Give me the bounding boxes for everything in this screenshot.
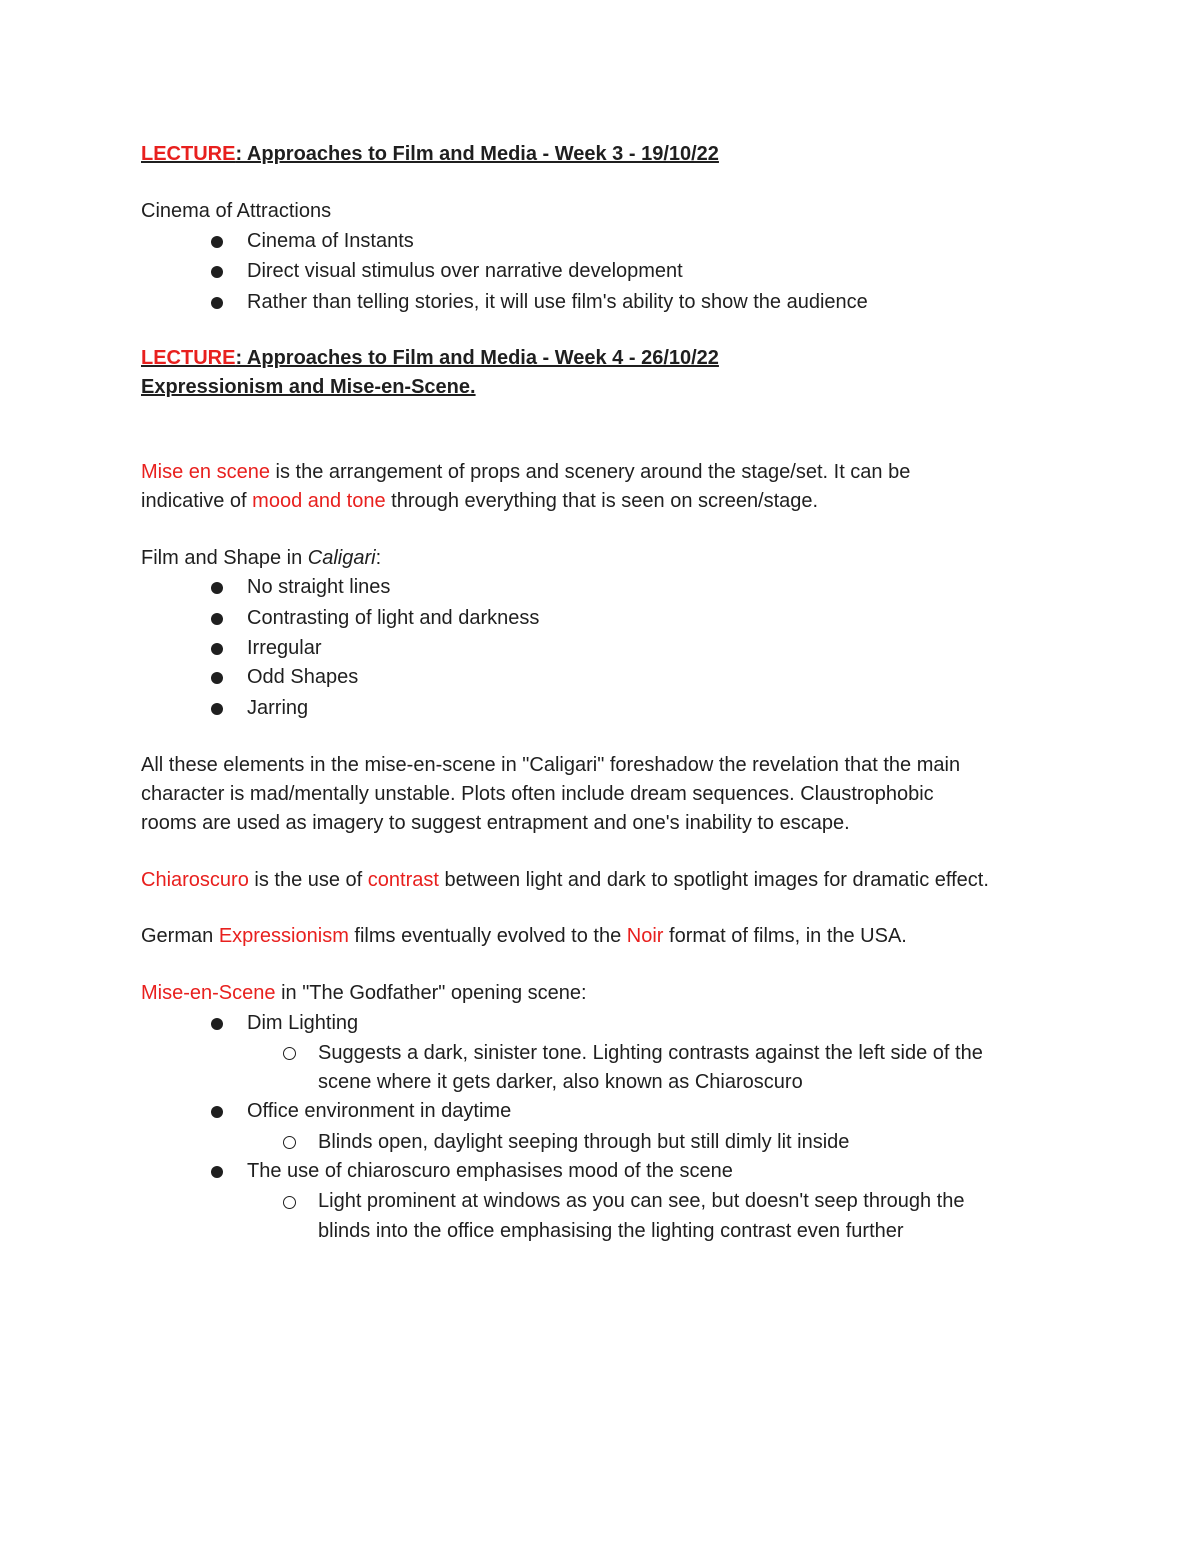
paragraph-text: between light and dark to spotlight images for dramatic effect. [438,869,989,891]
chiaroscuro-paragraph [141,868,989,892]
bullet-icon [211,1166,223,1178]
list-item: Jarring [247,697,309,719]
hollow-bullet-icon [283,1136,296,1149]
term-noir: Noir [626,925,664,947]
term-mise-en-scene-godfather: Mise-en-Scene [141,982,276,1004]
bullet-icon [211,613,223,625]
sub-list-item: Light prominent at windows as you can see, but doesn't seep through the [318,1190,965,1212]
godfather-heading [141,981,587,1005]
bullet-icon [211,643,223,655]
list-item: Cinema of Instants [247,230,414,252]
list-item: Irregular [247,637,322,659]
mise-paragraph-line [141,460,910,484]
hollow-bullet-icon [283,1047,296,1060]
paragraph-text: format of films, in the USA. [663,925,907,947]
sub-list-item: Suggests a dark, sinister tone. Lighting contrasts against the left side of the [318,1042,983,1064]
week4-title: : Approaches to Film and Media - Week 4 - 26/10/22 [235,347,719,369]
hollow-bullet-icon [283,1196,296,1209]
sub-list-item: Blinds open, daylight seeping through but still dimly lit inside [318,1131,850,1153]
bullet-icon [211,1106,223,1118]
week3-title: : Approaches to Film and Media - Week 3 - 19/10/22 [235,143,719,165]
week3-heading [141,142,719,166]
cinema-attractions-heading: Cinema of Attractions [141,200,332,222]
caligari-paragraph-line: All these elements in the mise-en-scene in "Caligari" foreshadow the revelation that the main [141,754,961,776]
list-item: Odd Shapes [247,666,359,688]
caligari-paragraph-line: rooms are used as imagery to suggest entrapment and one's inability to escape. [141,812,850,834]
paragraph-text: films eventually evolved to the [348,925,627,947]
list-item: No straight lines [247,576,391,598]
paragraph-text: through everything that is seen on screen/stage. [385,490,819,512]
term-mood-and-tone: mood and tone [252,490,386,512]
list-item: Contrasting of light and darkness [247,607,540,629]
week3-lecture-label: LECTURE [141,143,236,165]
bullet-icon [211,703,223,715]
mise-paragraph-line [141,489,818,513]
bullet-icon [211,1018,223,1030]
list-item: Direct visual stimulus over narrative development [247,260,683,282]
paragraph-text: indicative of [141,490,253,512]
list-item: Office environment in daytime [247,1100,512,1122]
film-title: Caligari [307,547,376,569]
term-expressionism: Expressionism [218,925,349,947]
bullet-icon [211,266,223,278]
term-mise-en-scene: Mise en scene [141,461,270,483]
german-paragraph [141,924,907,948]
bullet-icon [211,297,223,309]
heading-text: Film and Shape in [141,547,308,569]
list-item: Rather than telling stories, it will use film's ability to show the audience [247,291,868,313]
list-item: The use of chiaroscuro emphasises mood of the scene [247,1160,733,1182]
caligari-heading [141,546,381,570]
caligari-paragraph-line: character is mad/mentally unstable. Plots often include dream sequences. Claustrophobic [141,783,934,805]
sub-list-item-continued: scene where it gets darker, also known as Chiaroscuro [318,1071,803,1093]
week4-subtitle: Expressionism and Mise-en-Scene. [141,376,476,398]
bullet-icon [211,236,223,248]
paragraph-text: is the use of [248,869,368,891]
week4-lecture-label: LECTURE [141,347,236,369]
bullet-icon [211,582,223,594]
sub-list-item-continued: blinds into the office emphasising the lighting contrast even further [318,1220,904,1242]
heading-text: : [375,547,382,569]
week4-heading [141,346,719,370]
heading-text: in "The Godfather" opening scene: [275,982,587,1004]
paragraph-text: is the arrangement of props and scenery around the stage/set. It can be [269,461,911,483]
term-chiaroscuro: Chiaroscuro [141,869,249,891]
term-contrast: contrast [367,869,439,891]
bullet-icon [211,672,223,684]
list-item: Dim Lighting [247,1012,359,1034]
paragraph-text: German [141,925,219,947]
